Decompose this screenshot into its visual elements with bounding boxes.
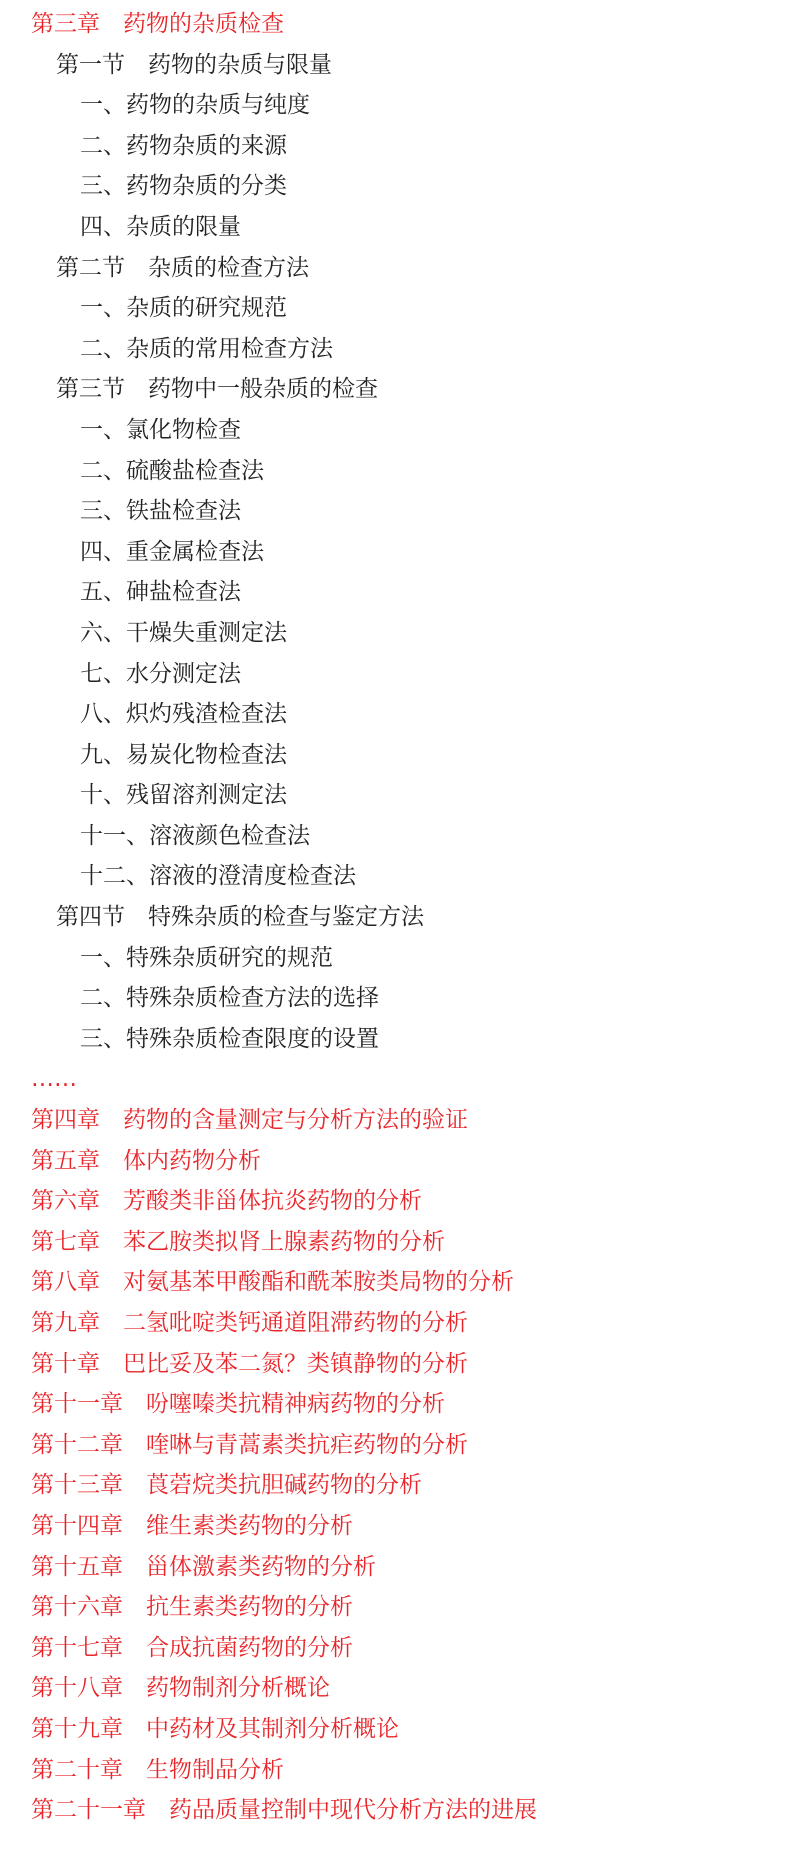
toc-item-entry: 六、干燥失重测定法 (80, 619, 287, 646)
toc-item-entry: 三、药物杂质的分类 (80, 173, 287, 200)
toc-chapter-entry: 第十章 巴比妥及苯二氮？类镇静物的分析 (31, 1350, 468, 1377)
toc-chapter-entry: 第九章 二氢吡啶类钙通道阻滞药物的分析 (31, 1310, 468, 1336)
toc-item-entry: 十、残留溶剂测定法 (80, 782, 287, 809)
toc-item-entry: 四、杂质的限量 (80, 213, 241, 240)
toc-item-entry: 七、水分测定法 (80, 660, 241, 687)
toc-item-entry: 三、特殊杂质检查限度的设置 (80, 1025, 379, 1052)
toc-item-entry: 二、药物杂质的来源 (80, 132, 287, 159)
toc-chapter-entry: 第四章 药物的含量测定与分析方法的验证 (31, 1107, 468, 1134)
toc-section-entry: 第一节 药物的杂质与限量 (56, 51, 332, 78)
toc-item-entry: 八、炽灼残渣检查法 (80, 701, 287, 728)
toc-section-entry: 第二节 杂质的检查方法 (56, 254, 309, 281)
toc-chapter-entry: 第十七章 合成抗菌药物的分析 (31, 1634, 353, 1661)
toc-item-entry: 九、易炭化物检查法 (80, 741, 287, 768)
toc-item-entry: 二、特殊杂质检查方法的选择 (80, 985, 379, 1012)
toc-chapter-entry: 第七章 苯乙胺类拟肾上腺素药物的分析 (31, 1228, 445, 1255)
toc-chapter-entry: 第十五章 甾体激素类药物的分析 (31, 1553, 376, 1580)
toc-chapter-entry: 第三章 药物的杂质检查 (31, 11, 284, 37)
toc-chapter-entry: 第十四章 维生素类药物的分析 (31, 1512, 353, 1539)
toc-item-entry: 五、砷盐检查法 (80, 579, 241, 606)
toc-chapter-entry: 第十六章 抗生素类药物的分析 (31, 1594, 353, 1621)
toc-item-entry: 二、杂质的常用检查方法 (80, 335, 333, 362)
toc-chapter-entry: 第二十一章 药品质量控制中现代分析方法的进展 (31, 1797, 537, 1824)
toc-item-entry: 十二、溶液的澄清度检查法 (80, 863, 356, 890)
toc-chapter-entry: 第五章 体内药物分析 (31, 1147, 261, 1174)
toc-item-entry: 一、氯化物检查 (80, 416, 241, 443)
toc-section-entry: 第四节 特殊杂质的检查与鉴定方法 (56, 904, 424, 931)
toc-item-entry: 一、特殊杂质研究的规范 (80, 944, 333, 971)
toc-chapter-entry: 第十八章 药物制剂分析概论 (31, 1675, 330, 1702)
toc-item-entry: 三、铁盐检查法 (80, 498, 241, 525)
toc-item-entry: 一、药物的杂质与纯度 (80, 92, 310, 119)
toc-item-entry: 一、杂质的研究规范 (80, 295, 287, 322)
toc-item-entry: 二、硫酸盐检查法 (80, 457, 264, 484)
toc-item-entry: 十一、溶液颜色检查法 (80, 822, 310, 849)
toc-chapter-entry: 第十二章 喹啉与青蒿素类抗疟药物的分析 (31, 1431, 468, 1458)
toc-item-entry: 四、重金属检查法 (80, 538, 264, 565)
toc-chapter-entry: 第二十章 生物制品分析 (31, 1756, 284, 1783)
toc-ellipsis: …… (31, 1066, 77, 1093)
toc-chapter-entry: 第六章 芳酸类非甾体抗炎药物的分析 (31, 1188, 422, 1215)
toc-section-entry: 第三节 药物中一般杂质的检查 (56, 376, 378, 403)
toc-chapter-entry: 第十三章 莨菪烷类抗胆碱药物的分析 (31, 1472, 422, 1499)
toc-chapter-entry: 第十九章 中药材及其制剂分析概论 (31, 1715, 399, 1742)
toc-chapter-entry: 第十一章 吩噻嗪类抗精神病药物的分析 (31, 1391, 445, 1418)
toc-chapter-entry: 第八章 对氨基苯甲酸酯和酰苯胺类局物的分析 (31, 1269, 514, 1296)
